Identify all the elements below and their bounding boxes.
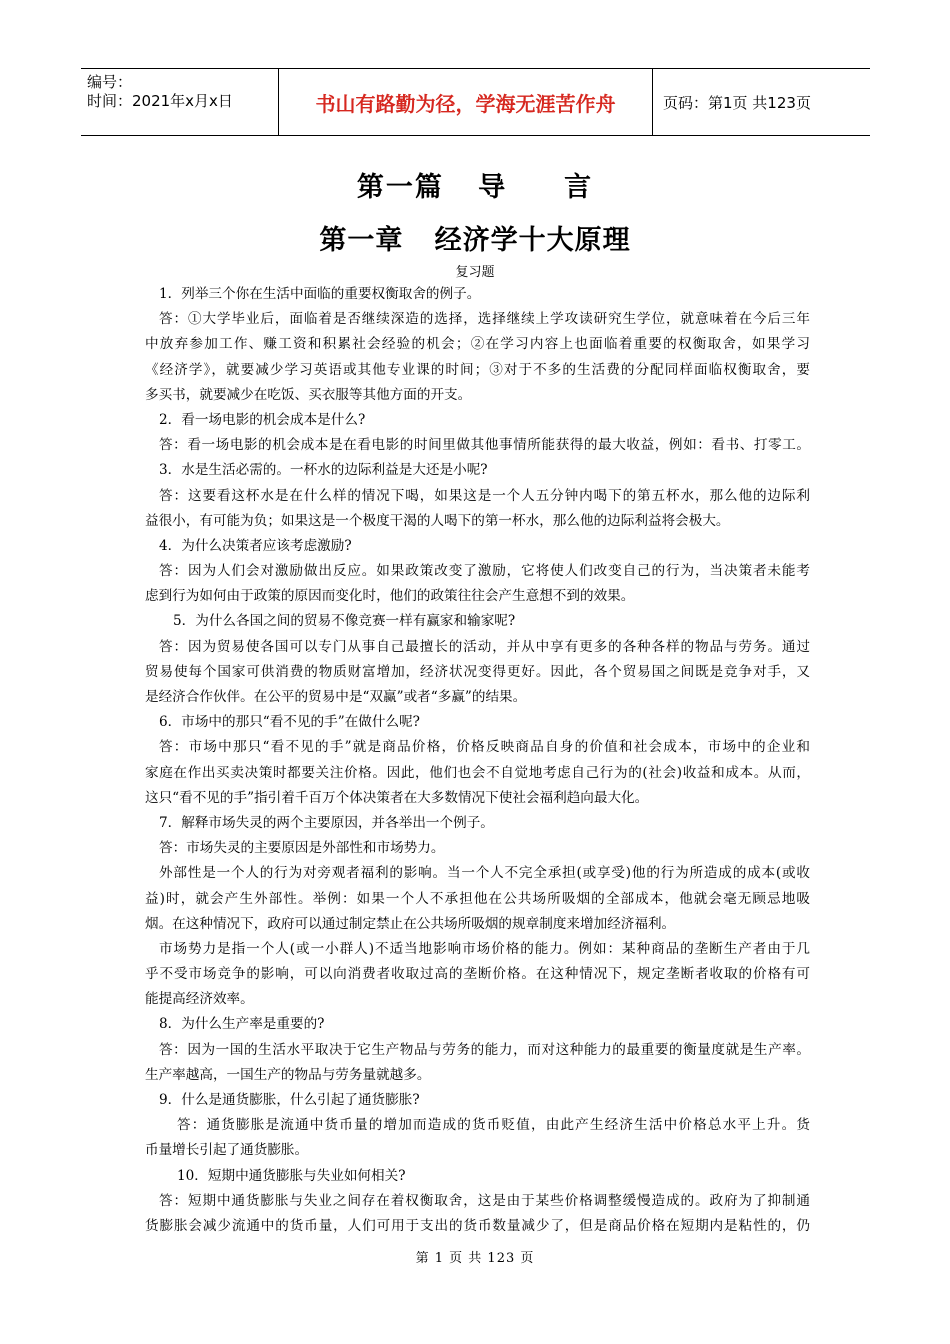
text-line: 答：市场中那只“看不见的手”就是商品价格，价格反映商品自身的价值和社会成本，市场中的企业和 (159, 739, 810, 756)
text-line: 答：①大学毕业后，面临着是否继续深造的选择，选择继续上学攻读研究生学位，就意味着在今后三年 (159, 311, 810, 328)
text-line: 9．什么是通货膨胀，什么引起了通货膨胀? (159, 1092, 420, 1108)
text-line: 答：看一场电影的机会成本是在看电影的时间里做其他事情所能获得的最大收益，例如：看书、打零工。 (159, 437, 810, 454)
text-line: 4．为什么决策者应该考虑激励? (159, 537, 352, 554)
page-info: 页码：第1页 共123页 (663, 93, 811, 112)
text-line: 10．短期中通货膨胀与失业如何相关? (177, 1167, 406, 1184)
text-line: 益)时，就会产生外部性。举例：如果一个人不承担他在公共场所吸烟的全部成本，他就会毫无顾忌地吸 (145, 890, 810, 907)
motto: 书山有路勤为径，学海无涯苦作舟 (279, 69, 653, 135)
text-line: 是经济合作伙伴。在公平的贸易中是“双赢”或者“多赢”的结果。 (145, 689, 527, 705)
text-line: 家庭在作出买卖决策时都要关注价格。因此，他们也会不自觉地考虑自己行为的(社会)收益和成本。从而， (145, 764, 810, 781)
text-line: 这只“看不见的手”指引着千百万个体决策者在大多数情况下使社会福利趋向最大化。 (145, 789, 649, 806)
text-line: 《经济学》，就要减少学习英语或其他专业课的时间；③对于不多的生活费的分配同样面临权衡取舍，要 (145, 361, 810, 378)
text-line: 5．为什么各国之间的贸易不像竞赛一样有赢家和输家呢? (173, 613, 516, 630)
text-line: 7．解释市场失灵的两个主要原因，并各举出一个例子。 (159, 814, 494, 831)
text-line: 答：因为人们会对激励做出反应。如果政策改变了激励，它将使人们改变自己的行为，当决策者未能考 (159, 563, 810, 580)
text-line: 货膨胀会减少流通中的货币量，人们可用于支出的货币数量减少了，但是商品价格在短期内是粘性的，仍 (145, 1217, 810, 1234)
text-line: 虑到行为如何由于政策的原因而变化时，他们的政策往往会产生意想不到的效果。 (145, 588, 635, 605)
text-line: 答：市场失灵的主要原因是外部性和市场势力。 (159, 840, 445, 857)
text-line: 2．看一场电影的机会成本是什么? (159, 411, 366, 428)
text-line: 币量增长引起了通货膨胀。 (145, 1142, 309, 1159)
body-text (145, 282, 810, 1239)
text-line: 6．市场中的那只“看不见的手”在做什么呢? (159, 714, 420, 731)
text-line: 贸易使每个国家可供消费的物质财富增加，经济状况变得更好。因此，各个贸易国之间既是竞争对手，又 (145, 663, 810, 680)
text-line: 益很小，有可能为负；如果这是一个极度干渴的人喝下的第一杯水，那么他的边际利益将会极大。 (145, 512, 730, 529)
text-line: 3．水是生活必需的。一杯水的边际利益是大还是小呢? (159, 462, 488, 479)
text-line: 答：这要看这杯水是在什么样的情况下喝，如果这是一个人五分钟内喝下的第五杯水，那么他的边际利 (159, 487, 810, 504)
header-left-cell (81, 69, 279, 135)
header-table (81, 68, 870, 136)
text-line: 多买书，就要减少在吃饭、买衣服等其他方面的开支。 (145, 386, 472, 403)
page-footer: 第 1 页 共 123 页 (415, 1251, 535, 1266)
text-line: 答：因为贸易使各国可以专门从事自己最擅长的活动，并从中享有更多的各种各样的物品与劳务。通过 (159, 638, 810, 655)
time-label: 时间：2021年x月x日 (87, 92, 233, 110)
chapter-title: 第一章 经济学十大原理 (319, 225, 631, 256)
text-line: 答：因为一国的生活水平取决于它生产物品与劳务的能力，而对这种能力的最重要的衡量度就是生产率。 (159, 1041, 810, 1058)
text-line: 答：短期中通货膨胀与失业之间存在着权衡取舍，这是由于某些价格调整缓慢造成的。政府为了抑制通 (159, 1192, 810, 1209)
part-title: 第一篇 导 言 (356, 172, 594, 203)
text-line: 外部性是一个人的行为对旁观者福利的影响。当一个人不完全承担(或享受)他的行为所造成的成本(或收 (159, 865, 810, 882)
text-line: 烟。在这种情况下，政府可以通过制定禁止在公共场所吸烟的规章制度来增加经济福利。 (145, 915, 676, 932)
section-title: 复习题 (455, 265, 495, 280)
text-line: 答：通货膨胀是流通中货币量的增加而造成的货币贬值，由此产生经济生活中价格总水平上升。货 (177, 1117, 810, 1134)
text-line: 乎不受市场竞争的影响，可以向消费者收取过高的垄断价格。在这种情况下，规定垄断者收取的价格有可 (145, 966, 810, 983)
number-label: 编号： (87, 73, 133, 91)
text-line: 中放弃参加工作、赚工资和积累社会经验的机会；②在学习内容上也面临着重要的权衡取舍，如果学习 (145, 336, 810, 353)
text-line: 能提高经济效率。 (145, 991, 254, 1008)
text-line: 1．列举三个你在生活中面临的重要权衡取舍的例子。 (159, 286, 481, 302)
text-line: 市场势力是指一个人(或一小群人)不适当地影响市场价格的能力。例如：某种商品的垄断生产者由于几 (159, 940, 810, 957)
text-line: 8．为什么生产率是重要的? (159, 1016, 325, 1033)
text-line: 生产率越高，一国生产的物品与劳务量就越多。 (145, 1066, 431, 1083)
